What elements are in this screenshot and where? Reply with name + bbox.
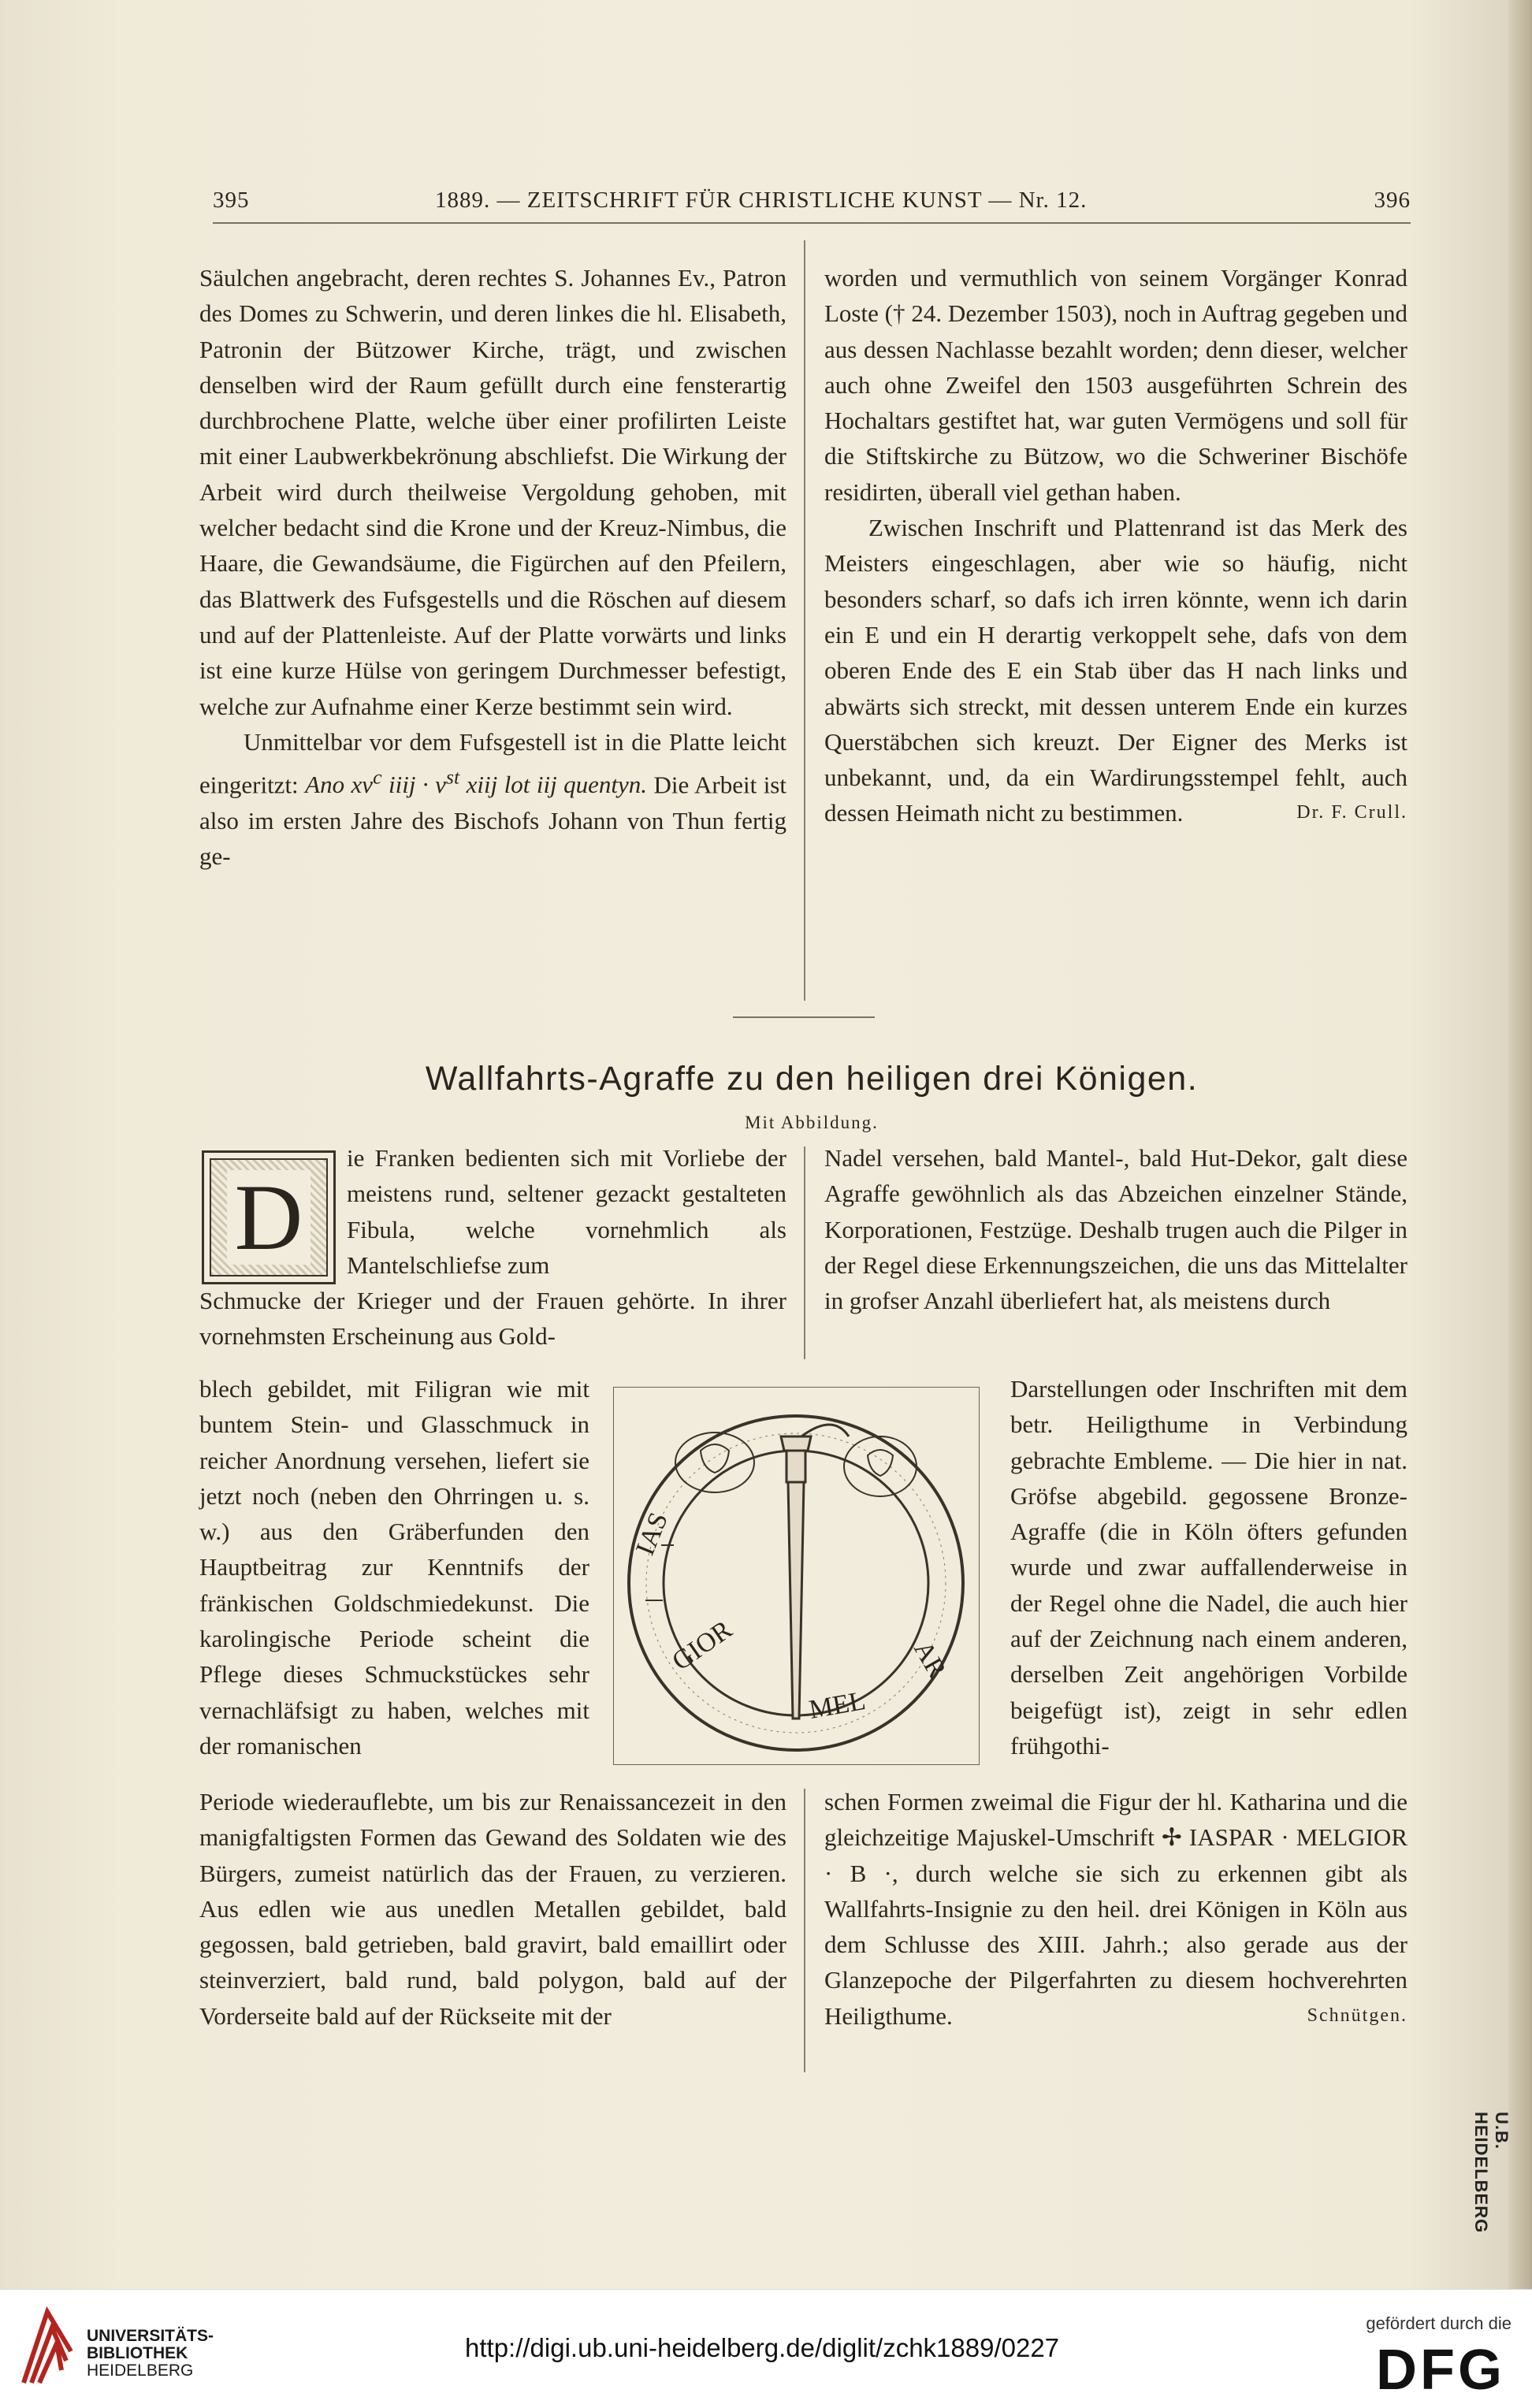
inscription-sup: st xyxy=(445,766,460,790)
library-name xyxy=(87,2328,214,2380)
left-column xyxy=(199,260,786,874)
running-title: 1889. — ZEITSCHRIFT FÜR CHRISTLICHE KUNST — Nr. 12. xyxy=(435,188,1088,213)
drop-cap-letter: D xyxy=(227,1170,311,1265)
agraffe-illustration xyxy=(613,1387,980,1765)
text-run: Unmittelbar vor dem Fufsgestell ist in die Platte leicht eingeritzt: xyxy=(199,727,786,799)
column-divider-top xyxy=(804,240,805,1001)
footer-bar xyxy=(0,2289,1532,2408)
page-number-right: 396 xyxy=(1374,188,1411,213)
article-text: Periode wiederauflebte, um bis zur Renaissancezeit in den manigfaltigsten Formen das Gewand des Soldaten wie des Bürgers, zumeist natürlich das der Frauen, zu verzieren. Aus edlen wie aus unedlen Metallen gebildet, bald gegossen, bald getrieben, bald gravirt, bald emaillirt oder steinverziert, bald rund, bald polygon, bald auf der Vorderseite bald auf der Rückseite mit der xyxy=(199,1788,786,2030)
library-name-line: BIBLIOTHEK xyxy=(87,2344,188,2362)
inscription xyxy=(305,766,648,799)
paragraph xyxy=(199,724,786,875)
page-edge xyxy=(1508,0,1532,2289)
paragraph xyxy=(824,510,1407,831)
inscription-part: Ano xv xyxy=(305,771,374,799)
dfg-logo: DFG xyxy=(1376,2339,1505,2402)
university-logo-icon xyxy=(16,2304,79,2395)
library-stamp: U.B. HEIDELBERG xyxy=(1471,2112,1512,2234)
article-subtitle: Mit Abbildung. xyxy=(745,1113,879,1132)
article-title: Wallfahrts-Agraffe zu den heiligen drei Königen. xyxy=(425,1060,1199,1098)
svg-text:IAS: IAS xyxy=(630,1508,674,1559)
author-signature: Dr. F. Crull. xyxy=(1296,802,1407,823)
permalink[interactable]: http://digi.ub.uni-heidelberg.de/diglit/zchk1889/0227 xyxy=(465,2333,1060,2362)
column-divider-middle xyxy=(804,1146,805,1359)
text-run: Zwischen Inschrift und Plattenrand ist das Merk des Meisters eingeschlagen, aber wie so häufig, nicht besonders scharf, so dafs ich irren könnte, wenn ich darin ein E und ein H derartig verkoppelt sehe, dafs von dem oberen Ende des E ein Stab über das H nach links und abwärts sich streckt, mit dessen unterem Ende ein kurzes Querstäbchen sich kreuzt. Der Eigner des Merks ist unbekannt, und, da ein Wardirungsstempel fehlt, auch dessen Heimath nicht zu bestimmen. xyxy=(824,514,1407,827)
drop-cap xyxy=(202,1150,336,1284)
brooch-drawing xyxy=(614,1388,978,1763)
header-rule xyxy=(213,222,1411,224)
inscription-sup: c xyxy=(373,766,382,790)
paragraph: worden und vermuthlich von seinem Vorgänger Konrad Loste († 24. Dezember 1503), noch in Auftrag gegeben und aus dessen Nachlasse bezahlt worden; denn dieser, welcher auch ohne Zweifel den 1503 ausgeführten Schrein des Hochaltars gestiftet hat, war guten Vermögens und soll für die Stiftskirche zu Bützow, wo die Schweriner Bischöfe residirten, überall viel gethan haben. xyxy=(824,264,1407,506)
text-run: Die Arbeit ist also im ersten Jahre des Bischofs Johann von Thun fertig ge- xyxy=(199,771,786,871)
inscription-part: xiij lot iij quentyn. xyxy=(459,771,648,799)
page-number-left: 395 xyxy=(213,188,250,213)
section-rule xyxy=(733,1016,875,1018)
article-text xyxy=(824,1784,1407,2034)
article-text-beside-figure: Darstellungen oder Inschriften mit dem betr. Heiligthume in Verbindung gebrachte Embleme. — Die hier in nat. Gröfse abgebild. gegossene Bronze-Agraffe (die in Köln öfters gefunden wurde und zwar auffallenderweise in der Regel ohne die Nadel, die auch hier auf der Zeichnung nach einem anderen, derselben Zeit angehörigen Vorbilde beigefügt ist), zeigt in sehr edlen frühgothi- xyxy=(1010,1375,1407,1760)
library-name-line: HEIDELBERG xyxy=(87,2362,194,2380)
svg-text:GIOR: GIOR xyxy=(667,1615,738,1677)
text-run: schen Formen zweimal die Figur der hl. Katharina und die gleichzeitige Majuskel-Umschrift ✢ IASPAR · MELGIOR · B ·, durch welche sie sich zu erkennen gibt als Wallfahrts-Insignie zu den heil. drei Königen in Köln aus dem Schlusse des XIII. Jahrh.; also gerade aus der Glanzepoche der Pilgerfahrten zu diesem hochverehrten Heiligthume. xyxy=(824,1788,1407,2030)
svg-text:MEL: MEL xyxy=(806,1685,868,1725)
paragraph: Säulchen angebracht, deren rechtes S. Johannes Ev., Patron des Domes zu Schwerin, und deren linkes die hl. Elisabeth, Patronin der Bützower Kirche, trägt, und zwischen denselben wird der Raum gefüllt durch eine fensterartig durchbrochene Platte, welche über einer profilirten Leiste mit einer Laubwerkbekrönung abschliefst. Die Wirkung der Arbeit wird durch theilweise Vergoldung gehoben, mit welcher bedacht sind die Krone und der Kreuz-Nimbus, die Haare, die Gewandsäume, die Figürchen auf den Pfeilern, das Blattwerk des Fufsgestells und die Röschen auf diesem und auf der Plattenleiste. Auf der Platte vorwärts und links ist eine kurze Hülse von geringem Durchmesser befestigt, welche zur Aufnahme einer Kerze bestimmt sein wird. xyxy=(199,264,786,720)
inscription-part: iiij · v xyxy=(381,771,446,799)
article-text-beside-figure: blech gebildet, mit Filigran wie mit buntem Stein- und Glasschmuck in reicher Anordnung versehen, liefert sie jetzt noch (neben den Ohrringen u. s. w.) aus den Gräberfunden den Hauptbeitrag zur Kenntnifs der fränkischen Goldschmiedekunst. Die karolingische Periode scheint die Pflege dieses Schmuckstückes sehr vernachläfsigt zu haben, welches mit der romanischen xyxy=(199,1375,589,1760)
svg-text:AR: AR xyxy=(908,1636,952,1683)
library-name-line: UNIVERSITÄTS- xyxy=(87,2327,214,2345)
article-opening: ie Franken bedienten sich mit Vorliebe der meistens rund, seltener gezackt gestalteten Fibula, welche vornehmlich als Mantelschliefse zum xyxy=(347,1144,786,1279)
running-header xyxy=(213,188,1411,222)
right-column xyxy=(824,260,1407,831)
article-text: Nadel versehen, bald Mantel-, bald Hut-Dekor, galt diese Agraffe gewöhnlich als das Abzeichen einzelner Stände, Korporationen, Festzüge. Deshalb trugen auch die Pilger in der Regel diese Erkennungszeichen, die uns das Mittelalter in grofser Anzahl überliefert hat, als meistens durch xyxy=(824,1144,1407,1315)
funding-note: gefördert durch die xyxy=(1366,2313,1512,2333)
column-divider-bottom xyxy=(804,1789,805,2072)
drop-cap-ornament xyxy=(210,1158,328,1276)
author-signature: Schnütgen. xyxy=(1307,2005,1407,2026)
article-text: Schmucke der Krieger und der Frauen gehörte. In ihrer vornehmsten Erscheinung aus Gold- xyxy=(199,1287,786,1351)
